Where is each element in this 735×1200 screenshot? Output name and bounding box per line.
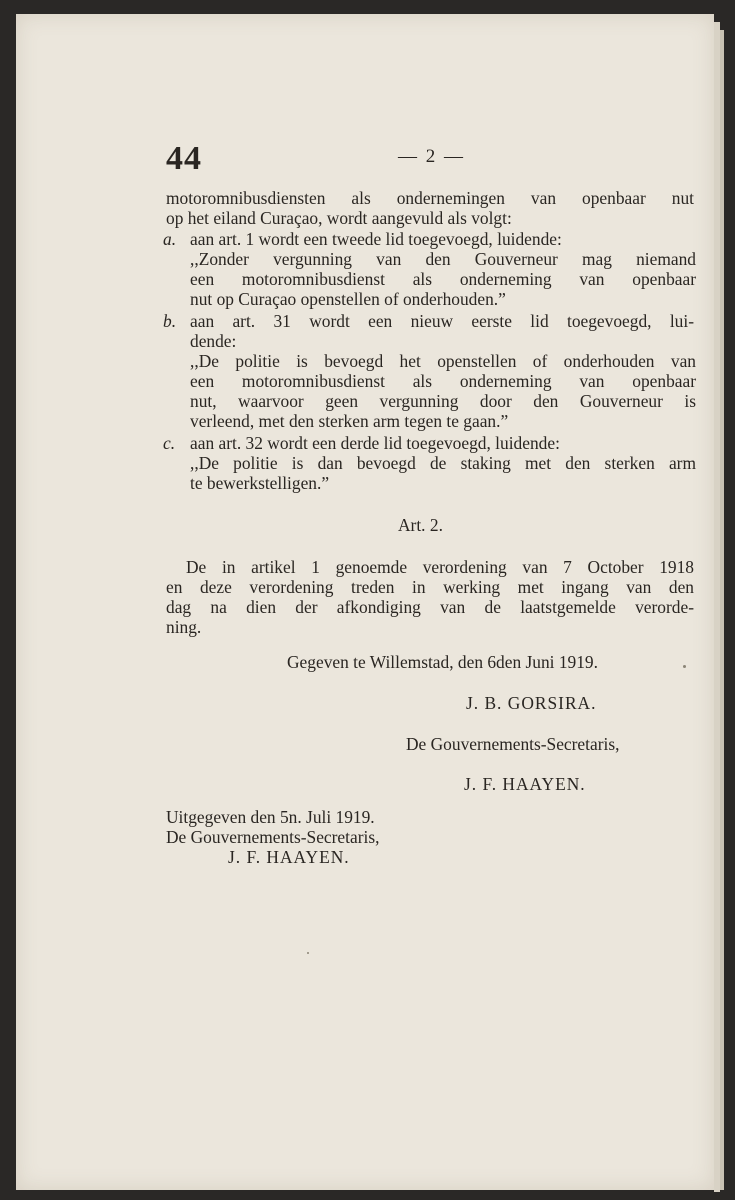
page-sub-number: — 2 — [398,146,465,167]
secretary-title: De Gouvernements-Secretaris, [406,734,620,754]
intro-line-1: motoromnibusdiensten als ondernemingen van openbaar nut [166,188,694,208]
item-a-line-2: ,,Zonder vergunning van den Gouverneur mag niemand [190,249,696,269]
page-number: 44 [166,140,202,177]
item-c-line-3: te bewerkstelligen.” [190,473,330,493]
art2-line-3: dag na dien der afkondiging van de laatstgemelde verorde- [166,597,694,617]
given-line: Gegeven te Willemstad, den 6den Juni 1919. [287,652,598,672]
item-a-line-1: aan art. 1 wordt een tweede lid toegevoegd, luidende: [190,229,562,249]
item-c-marker: c. [163,433,176,453]
item-b-line-1: aan art. 31 wordt een nieuw eerste lid toegevoegd, lui- [190,311,694,331]
issued-title: De Gouvernements-Secretaris, [166,827,380,847]
issued-line: Uitgegeven den 5n. Juli 1919. [166,807,375,827]
art2-line-2: en deze verordening treden in werking met ingang van den [166,577,694,597]
item-a-marker: a. [163,229,177,249]
art2-line-1: De in artikel 1 genoemde verordening van 7 October 1918 [186,557,694,577]
art2-heading: Art. 2. [398,515,443,535]
paper-speck [683,665,686,668]
item-b-line-3: ,,De politie is bevoegd het openstellen of onderhouden van [190,351,696,371]
signatory-name: J. B. GORSIRA. [466,693,597,713]
item-b-marker: b. [163,311,177,331]
item-b-line-6: verleend, met den sterken arm tegen te gaan.” [190,411,509,431]
item-b-line-4: een motoromnibusdienst als onderneming van openbaar [190,371,696,391]
issued-name: J. F. HAAYEN. [228,847,350,867]
item-c-line-2: ,,De politie is dan bevoegd de staking met den sterken arm [190,453,696,473]
item-c-line-1: aan art. 32 wordt een derde lid toegevoegd, luidende: [190,433,560,453]
intro-line-2: op het eiland Curaçao, wordt aangevuld als volgt: [166,208,512,228]
paper-speck [307,952,309,954]
item-b-line-5: nut, waarvoor geen vergunning door den Gouverneur is [190,391,696,411]
item-a-line-3: een motoromnibusdienst als onderneming van openbaar [190,269,696,289]
art2-line-4: ning. [166,617,202,637]
item-b-line-2: dende: [190,331,237,351]
item-a-line-4: nut op Curaçao openstellen of onderhouden.” [190,289,506,309]
page-edge-back [720,30,724,1190]
secretary-name: J. F. HAAYEN. [464,774,586,794]
